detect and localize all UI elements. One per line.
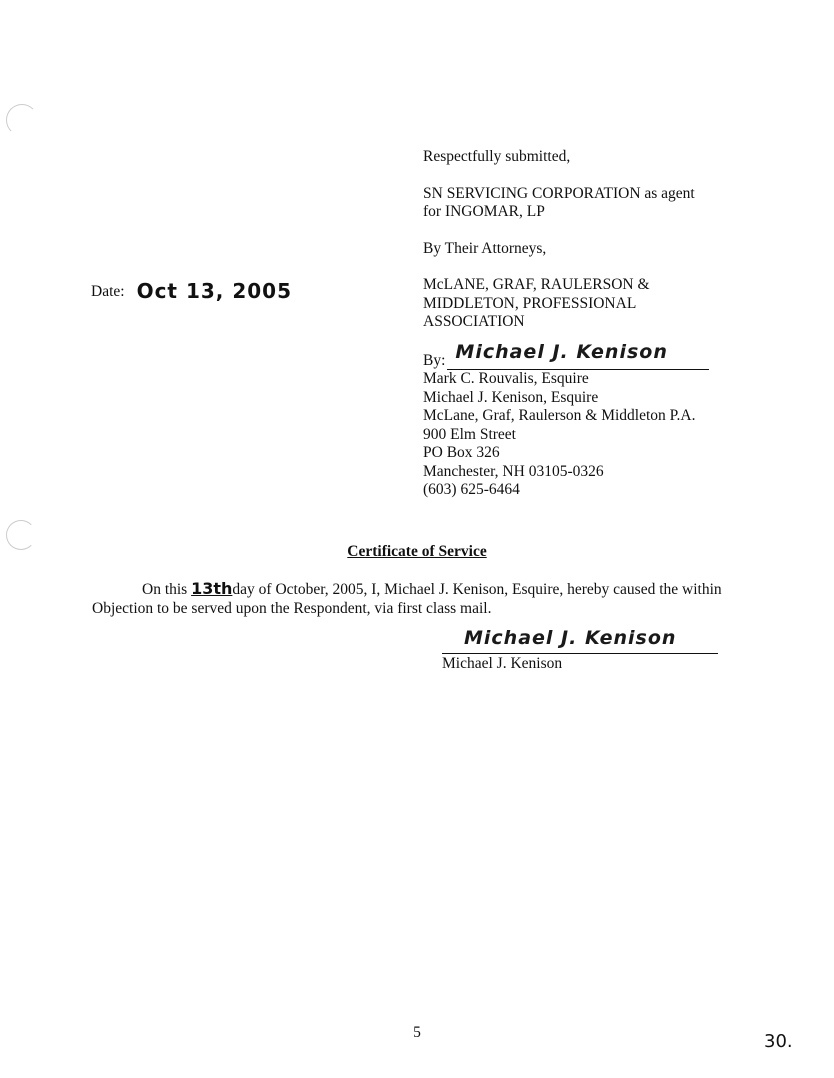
certificate-text-body: day of October, 2005, I, Michael J. Kenison, Esquire, hereby caused the within Objection to be served upon the Respondent, via first class mail. bbox=[92, 581, 722, 617]
firm-address-line: McLane, Graf, Raulerson & Middleton P.A. bbox=[423, 407, 696, 424]
attorney-line: Michael J. Kenison, Esquire bbox=[423, 388, 599, 406]
certificate-paragraph bbox=[92, 580, 732, 618]
certificate-text-start: On this bbox=[142, 581, 192, 598]
firm-address-line: PO Box 326 bbox=[423, 444, 500, 461]
handwritten-day: 13th bbox=[191, 579, 233, 598]
scan-artifact bbox=[6, 104, 38, 136]
party-line-2: for INGOMAR, LP bbox=[423, 203, 545, 220]
signature-line bbox=[447, 341, 709, 370]
page-number: 5 bbox=[413, 1024, 421, 1041]
firm-phone: (603) 625-6464 bbox=[423, 481, 520, 498]
by-label: By: bbox=[423, 351, 446, 369]
handwritten-corner-mark: 30. bbox=[764, 1031, 793, 1052]
certificate-signature-line bbox=[442, 629, 718, 654]
handwritten-signature: Michael J. Kenison bbox=[464, 627, 677, 649]
date-label: Date: bbox=[91, 283, 125, 300]
date-row bbox=[91, 279, 293, 303]
firm-name-line-1: McLANE, GRAF, RAULERSON & bbox=[423, 276, 650, 293]
signature-block bbox=[423, 148, 753, 500]
signer-name: Michael J. Kenison bbox=[442, 655, 563, 672]
signature-row bbox=[423, 341, 753, 371]
party-line-1: SN SERVICING CORPORATION as agent bbox=[423, 184, 695, 202]
certificate-signature bbox=[442, 629, 718, 674]
firm-address-line: Manchester, NH 03105-0326 bbox=[423, 462, 604, 480]
by-attorneys-text: By Their Attorneys, bbox=[423, 239, 547, 257]
firm-address-line: 900 Elm Street bbox=[423, 425, 516, 443]
closing-text: Respectfully submitted, bbox=[423, 148, 571, 165]
handwritten-signature: Michael J. Kenison bbox=[455, 341, 668, 363]
attorney-line: Mark C. Rouvalis, Esquire bbox=[423, 370, 589, 387]
firm-name-line-2: MIDDLETON, PROFESSIONAL bbox=[423, 294, 637, 312]
handwritten-date: Oct 13, 2005 bbox=[136, 279, 293, 303]
certificate-title: Certificate of Service bbox=[347, 543, 487, 560]
firm-name-line-3: ASSOCIATION bbox=[423, 313, 525, 330]
